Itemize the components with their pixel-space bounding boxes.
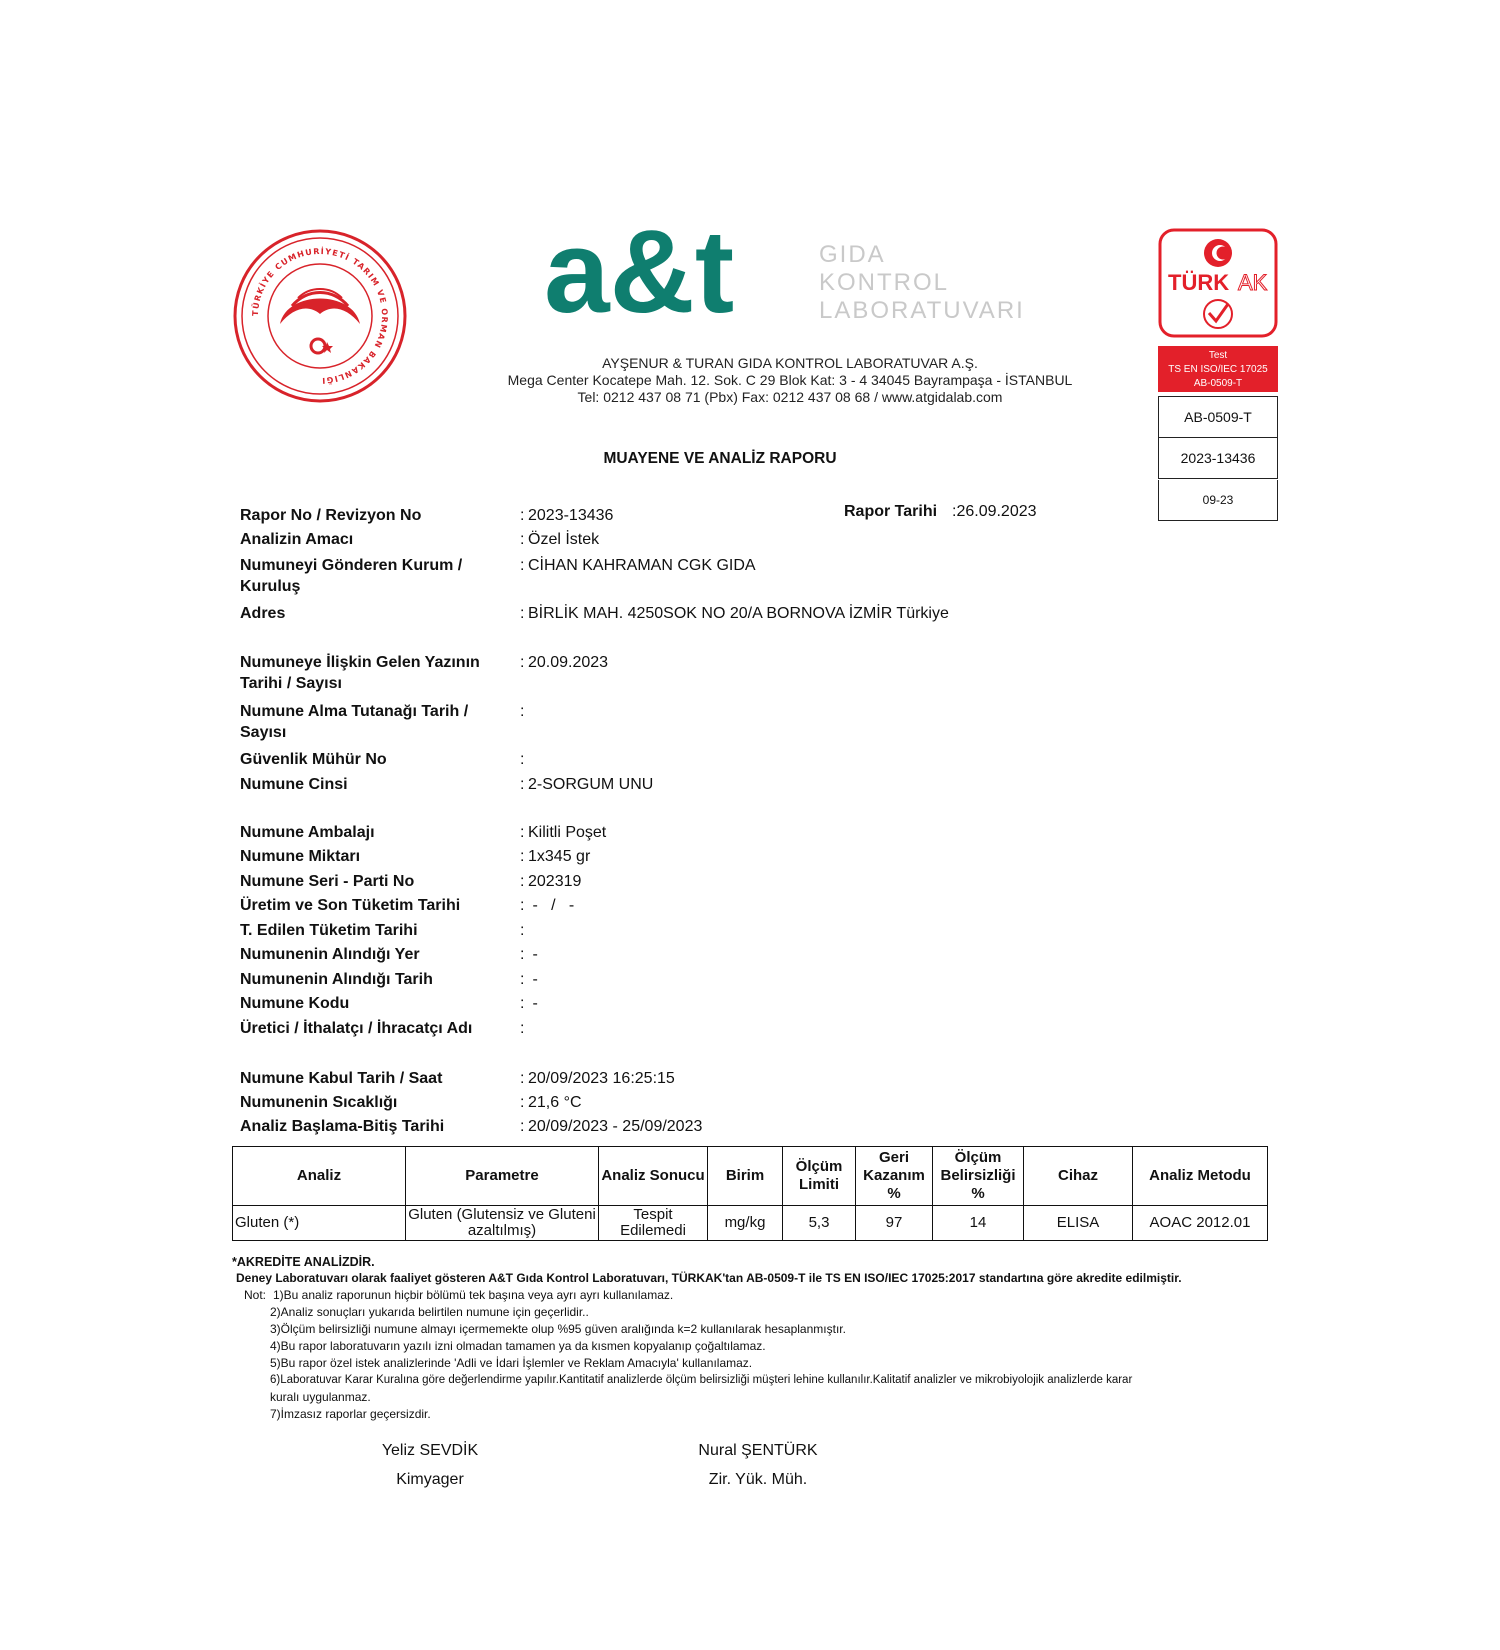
field-label: Numune Miktarı [240,848,361,865]
field-label: Adres [240,605,286,622]
svg-text:Test: Test [1208,350,1228,361]
svg-text:LABORATUVARI: LABORATUVARI [819,297,1025,324]
field-value: : 21,6 °C [520,1094,582,1111]
field-value: : - [520,946,538,963]
report-title: MUAYENE VE ANALİZ RAPORU [603,450,837,467]
field-label: Numune Kodu [240,995,350,1012]
report-date-value: :26.09.2023 [952,503,1037,520]
field-label: T. Edilen Tüketim Tarihi [240,922,418,939]
svg-text:TÜRKİYE CUMHURİYETİ TARIM VE O: TÜRKİYE CUMHURİYETİ TARIM VE ORMAN BAKANLIĞI [250,246,390,386]
svg-text:GIDA: GIDA [819,241,886,268]
signatory-name: Yeliz SEVDİK [381,1442,479,1459]
accreditation-statement: Deney Laboratuvarı olarak faaliyet gösteren A&T Gıda Kontrol Laboratuvarı, TÜRKAK'tan AB-0509-T ile TS EN ISO/IEC 17025:2017 standartına göre akredite edilmiştir. [236,1271,1182,1285]
company-address: Mega Center Kocatepe Mah. 12. Sok. C 29 Blok Kat: 3 - 4 34045 Bayrampaşa - İSTANBUL [507,372,1073,388]
cell-parametre: Gluten (Glutensiz ve Gluteni azaltılmış) [406,1206,599,1241]
svg-text:KONTROL: KONTROL [819,269,950,296]
field-value: : [520,751,525,768]
table-row [233,1206,1268,1241]
cell-analiz: Gluten (*) [233,1206,406,1241]
note-item: 5)Bu rapor özel istek analizlerinde 'Adli ve İdari İşlemler ve Reklam Amacıyla' kullanılamaz. [270,1356,753,1370]
svg-text:AB-0509-T: AB-0509-T [1193,378,1243,389]
field-value: : BİRLİK MAH. 4250SOK NO 20/A BORNOVA İZMİR Türkiye [520,605,949,622]
field-value: : [520,703,525,720]
note-item: 1)Bu analiz raporunun hiçbir bölümü tek başına veya ayrı ayrı kullanılamaz. [273,1288,674,1302]
signatory-title: Kimyager [396,1471,464,1488]
field-label: Numune Kabul Tarih / Saat [240,1070,443,1087]
report-date-label: Rapor Tarihi [844,503,938,520]
accreditation-code-box: AB-0509-T [1158,396,1278,438]
field-label: Analizin Amacı [240,531,354,548]
svg-text:AK: AK [1238,270,1268,295]
turkak-accreditation-logo [1158,228,1278,394]
cell-analiz-metodu: AOAC 2012.01 [1133,1206,1268,1241]
field-value: : 20/09/2023 16:25:15 [520,1070,675,1087]
field-value: : [520,922,525,939]
svg-text:a&t: a&t [544,222,735,332]
field-label: Üretim ve Son Tüketim Tarihi [240,897,461,914]
field-value: : 20.09.2023 [520,654,609,671]
note-item: 6)Laboratuvar Karar Kuralına göre değerlendirme yapılır.Kantitatif analizlerde ölçüm belirsizliği müşteri lehine kullanılır.Kalitatif analizler ve mikrobiyolojik analizlerde karar [270,1374,1133,1386]
field-label: Güvenlik Mühür No [240,751,387,768]
header-olcum-limiti: Ölçüm Limiti [783,1147,856,1206]
company-name: AYŞENUR & TURAN GIDA KONTROL LABORATUVAR A.Ş. [602,355,978,371]
note-item: 3)Ölçüm belirsizliği numune almayı içermemekte olup %95 güven aralığında k=2 kullanılarak hesaplanmıştır. [270,1322,846,1336]
signatory-name: Nural ŞENTÜRK [698,1442,818,1459]
report-number-box: 2023-13436 [1158,438,1278,479]
field-label: Numuneyi Gönderen Kurum / Kuruluş [240,557,463,595]
field-label: Numunenin Sıcaklığı [240,1094,398,1111]
header-analiz-sonucu: Analiz Sonucu [599,1147,708,1206]
header-geri-kazanim: Geri Kazanım % [856,1147,933,1206]
field-label: Numune Seri - Parti No [240,873,415,890]
header-analiz-metodu: Analiz Metodu [1133,1147,1268,1206]
svg-text:TÜRK: TÜRK [1168,270,1230,295]
field-value: : CİHAN KAHRAMAN CGK GIDA [520,557,756,574]
header-analiz: Analiz [233,1147,406,1206]
field-label: Rapor No / Revizyon No [240,507,422,524]
cell-olcum-limiti: 5,3 [783,1206,856,1241]
brand-logo [544,222,1064,332]
field-label: Numunenin Alındığı Tarih [240,971,433,988]
field-value: : - [520,971,538,988]
field-label: Numune Alma Tutanağı Tarih / Sayısı [240,703,469,741]
note-item: 4)Bu rapor laboratuvarın yazılı izni olmadan tamamen ya da kısmen kopyalanıp çoğaltılamaz. [270,1339,766,1353]
field-label: Numunenin Alındığı Yer [240,946,420,963]
table-header-row [233,1147,1268,1206]
notes-prefix: Not: [244,1288,267,1302]
note-item: kuralı uygulanmaz. [270,1390,371,1404]
field-value: : 2-SORGUM UNU [520,776,654,793]
company-contact: Tel: 0212 437 08 71 (Pbx) Fax: 0212 437 08 68 / www.atgidalab.com [577,389,1003,405]
field-label: Numune Cinsi [240,776,348,793]
field-label: Analiz Başlama-Bitiş Tarihi [240,1118,445,1135]
note-item: 2)Analiz sonuçları yukarıda belirtilen numune için geçerlidir.. [270,1305,589,1319]
field-label: Üretici / İthalatçı / İhracatçı Adı [240,1020,473,1037]
cell-birim: mg/kg [708,1206,783,1241]
signatory-title: Zir. Yük. Müh. [708,1471,808,1488]
field-value: : 202319 [520,873,582,890]
header-cihaz: Cihaz [1024,1147,1133,1206]
field-value: : Kilitli Poşet [520,824,607,841]
cell-geri-kazanim: 97 [856,1206,933,1241]
header-olcum-belirsizligi: Ölçüm Belirsizliği % [933,1147,1024,1206]
field-value: : [520,1020,525,1037]
results-table [232,1146,1268,1241]
accredited-note: *AKREDİTE ANALİZDİR. [232,1255,375,1269]
header-parametre: Parametre [406,1147,599,1206]
field-value: : 20/09/2023 - 25/09/2023 [520,1118,703,1135]
svg-text:TS EN ISO/IEC 17025: TS EN ISO/IEC 17025 [1168,364,1268,375]
field-value: : 1x345 gr [520,848,591,865]
field-value: : 2023-13436 [520,507,614,524]
field-value: : - [520,995,538,1012]
header-birim: Birim [708,1147,783,1206]
report-month-box: 09-23 [1158,480,1278,521]
cell-cihaz: ELISA [1024,1206,1133,1241]
field-value: : Özel İstek [520,531,600,548]
note-item: 7)İmzasız raporlar geçersizdir. [270,1407,431,1421]
ministry-seal-logo [232,228,408,404]
cell-analiz-sonucu: Tespit Edilemedi [599,1206,708,1241]
cell-olcum-belirsizligi: 14 [933,1206,1024,1241]
field-value: : - / - [520,897,575,914]
field-label: Numuneye İlişkin Gelen Yazının Tarihi / Sayısı [240,654,480,692]
field-label: Numune Ambalajı [240,824,375,841]
